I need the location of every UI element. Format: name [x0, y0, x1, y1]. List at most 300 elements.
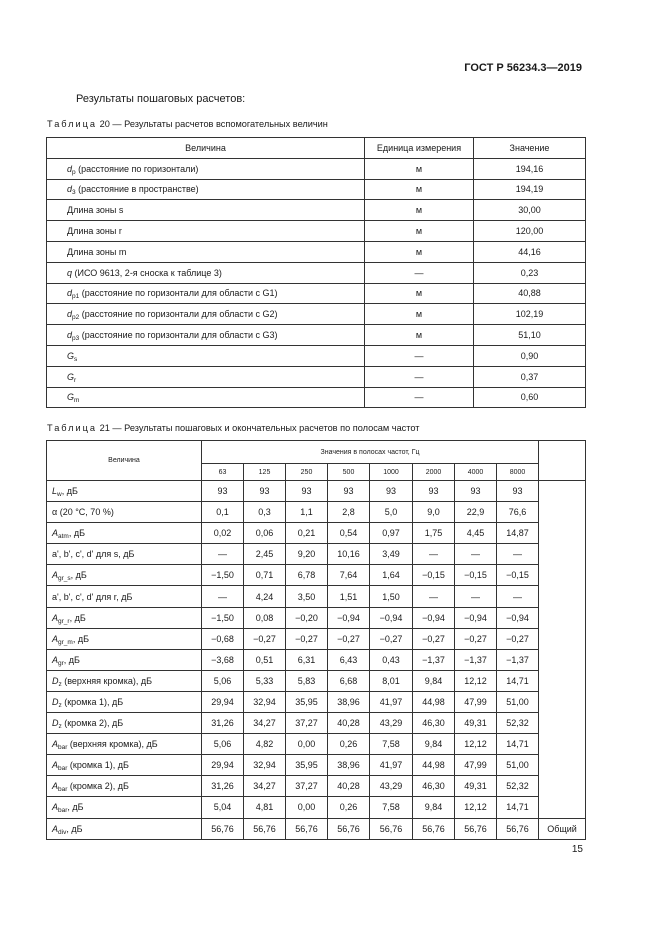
table21-quantity-cell: [47, 607, 202, 628]
table21-value-cell: 4,24: [244, 586, 286, 607]
table21-row: [47, 713, 586, 734]
table20-value-cell: 44,16: [474, 241, 586, 262]
table21-value-cell: 0,43: [370, 649, 413, 670]
quantity-subscript: atm: [58, 533, 69, 541]
table21-quantity-cell: [47, 713, 202, 734]
table21-value-cell: 22,9: [455, 502, 497, 523]
table21-value-cell: 0,02: [202, 523, 244, 544]
table20-row: [47, 200, 586, 221]
table21-row: [47, 691, 586, 712]
table21-value-cell: 6,78: [286, 565, 328, 586]
quantity-symbol: A: [52, 739, 59, 750]
table20-quantity-cell: [47, 387, 365, 408]
quantity-text: , дБ: [72, 633, 89, 644]
quantity-subscript: p1: [72, 293, 80, 301]
table21-value-cell: 41,97: [370, 691, 413, 712]
table21-value-cell: −0,15: [497, 565, 539, 586]
table21-value-cell: −1,37: [413, 649, 455, 670]
quantity-text: (верхняя кромка), дБ: [61, 675, 152, 686]
table20-value-cell: 120,00: [474, 221, 586, 242]
table21-value-cell: 31,26: [202, 713, 244, 734]
table21-value-cell: 4,45: [455, 523, 497, 544]
table20-quantity-cell: [47, 325, 365, 346]
table20-unit-cell: м: [365, 241, 474, 262]
quantity-text: , дБ: [66, 823, 83, 834]
quantity-symbol: d: [67, 309, 73, 320]
table20-row: [47, 387, 586, 408]
table21-value-cell: −0,94: [413, 607, 455, 628]
table21-value-cell: 0,71: [244, 565, 286, 586]
table21-value-cell: —: [202, 544, 244, 565]
table21-value-cell: 56,76: [202, 818, 244, 839]
table20-value-cell: 0,90: [474, 345, 586, 366]
quantity-text: (кромка 1), дБ: [67, 760, 129, 771]
table21-value-cell: −0,27: [286, 628, 328, 649]
table-20: [46, 137, 586, 408]
table21-value-cell: 37,27: [286, 713, 328, 734]
table20-row: [47, 325, 586, 346]
quantity-text: (кромка 2), дБ: [61, 718, 124, 729]
table20-value-cell: 194,19: [474, 179, 586, 200]
table20-unit-cell: м: [365, 283, 474, 304]
table21-value-cell: 56,76: [455, 818, 497, 839]
table21-value-cell: 0,00: [286, 797, 328, 818]
table21-quantity-cell: [47, 818, 202, 839]
table21-value-cell: 1,64: [370, 565, 413, 586]
table21-quantity-cell: [47, 586, 202, 607]
quantity-symbol: A: [52, 760, 59, 771]
table21-freq-header: 250: [286, 464, 328, 481]
table21-value-cell: 7,58: [370, 734, 413, 755]
table21-value-cell: 93: [286, 481, 328, 502]
table21-value-cell: 46,30: [413, 776, 455, 797]
table21-value-cell: 0,26: [328, 797, 370, 818]
table21-row: [47, 523, 586, 544]
quantity-text: Длина зоны m: [67, 246, 127, 257]
table21-extra-cell: Общий: [539, 818, 586, 839]
quantity-symbol: d: [67, 288, 73, 299]
table21-value-cell: 5,33: [244, 670, 286, 691]
table20-header-value: Значение: [474, 138, 586, 159]
table20-unit-cell: —: [365, 387, 474, 408]
quantity-symbol: A: [52, 612, 59, 623]
table21-value-cell: 14,87: [497, 523, 539, 544]
table20-unit-cell: м: [365, 325, 474, 346]
table21-value-cell: —: [413, 544, 455, 565]
table21-value-cell: 49,31: [455, 776, 497, 797]
table21-value-cell: 5,06: [202, 734, 244, 755]
table21-freq-header: 2000: [413, 464, 455, 481]
quantity-text: (кромка 2), дБ: [67, 781, 129, 792]
quantity-text: (расстояние по горизонтали для области с G1): [79, 288, 278, 299]
table21-freq-header: 125: [244, 464, 286, 481]
table21-value-cell: 0,08: [244, 607, 286, 628]
quantity-symbol: A: [52, 781, 59, 792]
quantity-text: , дБ: [68, 528, 86, 539]
table21-quantity-cell: [47, 755, 202, 776]
table21-value-cell: 43,29: [370, 776, 413, 797]
quantity-symbol: L: [52, 486, 58, 497]
table21-quantity-cell: [47, 797, 202, 818]
quantity-symbol: d: [67, 163, 73, 174]
table21-header-freq-group: Значения в полосах частот, Гц: [202, 441, 539, 464]
table21-row: [47, 565, 586, 586]
table21-value-cell: 93: [455, 481, 497, 502]
table20-quantity-cell: [47, 366, 365, 387]
table21-extra-cell-merged: [539, 481, 586, 819]
quantity-text: (расстояние по горизонтали): [75, 163, 199, 174]
quantity-text: , дБ: [70, 570, 87, 581]
table21-value-cell: 9,20: [286, 544, 328, 565]
table21-value-cell: 31,26: [202, 776, 244, 797]
table20-unit-cell: м: [365, 304, 474, 325]
table20-row: [47, 241, 586, 262]
quantity-text: α (20 °С, 70 %): [52, 507, 114, 518]
table20-caption-text: 20 — Результаты расчетов вспомогательных величин: [99, 119, 328, 129]
table21-value-cell: 10,16: [328, 544, 370, 565]
table21-value-cell: 12,12: [455, 797, 497, 818]
table21-value-cell: −0,94: [497, 607, 539, 628]
table20-unit-cell: —: [365, 262, 474, 283]
table21-value-cell: 93: [497, 481, 539, 502]
table21-value-cell: 5,83: [286, 670, 328, 691]
table21-value-cell: 56,76: [328, 818, 370, 839]
page-number: 15: [571, 844, 583, 855]
table21-row: [47, 607, 586, 628]
table21-freq-header: 1000: [370, 464, 413, 481]
table21-value-cell: 0,1: [202, 502, 244, 523]
table21-quantity-cell: [47, 565, 202, 586]
table21-freq-header: 4000: [455, 464, 497, 481]
table21-body: [47, 481, 586, 840]
quantity-subscript: div: [58, 828, 67, 836]
table21-header: [47, 441, 586, 481]
quantity-text: (кромка 1), дБ: [61, 696, 124, 707]
table21-caption: [47, 423, 420, 433]
table21-value-cell: —: [413, 586, 455, 607]
table21-row: [47, 649, 586, 670]
table21-value-cell: 44,98: [413, 755, 455, 776]
table21-value-cell: 14,71: [497, 670, 539, 691]
table21-value-cell: 93: [328, 481, 370, 502]
quantity-subscript: gr_r: [58, 617, 70, 625]
table21-value-cell: —: [497, 586, 539, 607]
table21-value-cell: −0,27: [244, 628, 286, 649]
table20-quantity-cell: [47, 345, 365, 366]
quantity-text: (расстояние по горизонтали для области с G3): [79, 330, 278, 341]
table20-quantity-cell: [47, 304, 365, 325]
quantity-text: , дБ: [61, 486, 78, 497]
table21-value-cell: −3,68: [202, 649, 244, 670]
table21-value-cell: −0,27: [455, 628, 497, 649]
table21-value-cell: 56,76: [244, 818, 286, 839]
table21-value-cell: 9,84: [413, 797, 455, 818]
table20-row: [47, 304, 586, 325]
table20-unit-cell: м: [365, 158, 474, 179]
table21-value-cell: 51,00: [497, 755, 539, 776]
table21-row: [47, 586, 586, 607]
table21-value-cell: 38,96: [328, 755, 370, 776]
quantity-symbol: A: [52, 654, 59, 665]
table21-value-cell: 49,31: [455, 713, 497, 734]
table21-value-cell: 56,76: [286, 818, 328, 839]
table21-value-cell: −0,68: [202, 628, 244, 649]
quantity-symbol: d: [67, 330, 73, 341]
table20-quantity-cell: [47, 221, 365, 242]
table21-value-cell: 41,97: [370, 755, 413, 776]
table21-value-cell: 93: [370, 481, 413, 502]
intro-text: Результаты пошаговых расчетов:: [76, 93, 246, 105]
quantity-text: Длина зоны r: [67, 226, 122, 237]
table21-header-row-1: [47, 441, 586, 464]
table21-value-cell: 0,97: [370, 523, 413, 544]
quantity-subscript: z: [58, 680, 62, 688]
table21-row: [47, 797, 586, 818]
table21-value-cell: 0,21: [286, 523, 328, 544]
table20-value-cell: 0,37: [474, 366, 586, 387]
table21-value-cell: 9,84: [413, 670, 455, 691]
quantity-subscript: r: [74, 376, 77, 384]
table21-quantity-cell: [47, 481, 202, 502]
table21-row: [47, 628, 586, 649]
table21-value-cell: 0,26: [328, 734, 370, 755]
table21-value-cell: 12,12: [455, 734, 497, 755]
table21-value-cell: 1,1: [286, 502, 328, 523]
quantity-subscript: w: [57, 491, 62, 499]
table20-header-unit: Единица измерения: [365, 138, 474, 159]
table21-value-cell: 56,76: [413, 818, 455, 839]
table21-value-cell: 0,51: [244, 649, 286, 670]
quantity-subscript: p: [72, 168, 76, 176]
table21-value-cell: 51,00: [497, 691, 539, 712]
table21-value-cell: 38,96: [328, 691, 370, 712]
table21-value-cell: 6,43: [328, 649, 370, 670]
table21-value-cell: 7,58: [370, 797, 413, 818]
table21-value-cell: 4,81: [244, 797, 286, 818]
table21-value-cell: 12,12: [455, 670, 497, 691]
quantity-symbol: D: [52, 675, 59, 686]
table21-value-cell: —: [497, 544, 539, 565]
table21-quantity-cell: [47, 502, 202, 523]
table21-value-cell: 0,54: [328, 523, 370, 544]
table20-row: [47, 283, 586, 304]
table21-value-cell: −0,27: [497, 628, 539, 649]
table21-quantity-cell: [47, 523, 202, 544]
table20-quantity-cell: [47, 200, 365, 221]
table21-value-cell: 40,28: [328, 776, 370, 797]
quantity-subscript: p3: [72, 335, 80, 343]
quantity-subscript: gr_m: [58, 638, 73, 646]
table20-value-cell: 0,60: [474, 387, 586, 408]
table21-value-cell: −0,94: [328, 607, 370, 628]
table21-value-cell: 1,51: [328, 586, 370, 607]
table20-unit-cell: м: [365, 200, 474, 221]
table21-value-cell: 14,71: [497, 797, 539, 818]
table21-value-cell: 93: [413, 481, 455, 502]
table21-value-cell: 43,29: [370, 713, 413, 734]
table21-header-extra: [539, 441, 586, 481]
table21-value-cell: 44,98: [413, 691, 455, 712]
table21-value-cell: 56,76: [497, 818, 539, 839]
table21-value-cell: 6,31: [286, 649, 328, 670]
table21-value-cell: −0,27: [370, 628, 413, 649]
table21-value-cell: 7,64: [328, 565, 370, 586]
table21-value-cell: 2,45: [244, 544, 286, 565]
table21-quantity-cell: [47, 776, 202, 797]
table21-quantity-cell: [47, 628, 202, 649]
quantity-symbol: d: [67, 184, 73, 195]
quantity-symbol: A: [52, 802, 59, 813]
table21-value-cell: 76,6: [497, 502, 539, 523]
table21-value-cell: −0,15: [455, 565, 497, 586]
table20-row: [47, 366, 586, 387]
table20-unit-cell: м: [365, 221, 474, 242]
table20-unit-cell: —: [365, 345, 474, 366]
quantity-subscript: m: [74, 397, 80, 405]
table21-freq-header: 500: [328, 464, 370, 481]
table21-value-cell: −0,15: [413, 565, 455, 586]
quantity-subscript: 3: [72, 189, 76, 197]
table21-value-cell: 52,32: [497, 713, 539, 734]
table21-value-cell: 35,95: [286, 691, 328, 712]
quantity-text: a', b', c', d' для r, дБ: [52, 591, 133, 602]
quantity-text: , дБ: [67, 802, 84, 813]
table21-value-cell: 0,3: [244, 502, 286, 523]
quantity-symbol: G: [67, 371, 75, 382]
table21-value-cell: 2,8: [328, 502, 370, 523]
table21-freq-header: 8000: [497, 464, 539, 481]
quantity-symbol: G: [67, 392, 75, 403]
table21-value-cell: 9,0: [413, 502, 455, 523]
table21-value-cell: 32,94: [244, 691, 286, 712]
table20-quantity-cell: [47, 158, 365, 179]
table21-value-cell: 37,27: [286, 776, 328, 797]
table21-value-cell: −1,37: [497, 649, 539, 670]
quantity-subscript: z: [58, 701, 62, 709]
table21-value-cell: 29,94: [202, 691, 244, 712]
table21-value-cell: 5,0: [370, 502, 413, 523]
quantity-text: a', b', c', d' для s, дБ: [52, 549, 135, 560]
standard-designation: ГОСТ Р 56234.3—2019: [464, 62, 582, 74]
table21-value-cell: 32,94: [244, 755, 286, 776]
table20-value-cell: 40,88: [474, 283, 586, 304]
quantity-subscript: gr: [58, 659, 64, 667]
quantity-subscript: z: [58, 723, 62, 731]
table21-row: [47, 544, 586, 565]
table21-value-cell: 1,50: [370, 586, 413, 607]
table20-row: [47, 262, 586, 283]
table20-value-cell: 51,10: [474, 325, 586, 346]
table21-row: [47, 670, 586, 691]
quantity-symbol: G: [67, 350, 75, 361]
table20-quantity-cell: [47, 283, 365, 304]
quantity-text: (расстояние в пространстве): [75, 184, 199, 195]
table20-quantity-cell: [47, 262, 365, 283]
quantity-subscript: p2: [72, 314, 80, 322]
table20-quantity-cell: [47, 241, 365, 262]
quantity-symbol: D: [52, 696, 59, 707]
quantity-subscript: bar: [58, 765, 68, 773]
table21-value-cell: 3,49: [370, 544, 413, 565]
table21-value-cell: 34,27: [244, 713, 286, 734]
table21-quantity-cell: [47, 544, 202, 565]
table21-value-cell: 8,01: [370, 670, 413, 691]
table21-value-cell: 1,75: [413, 523, 455, 544]
table20-unit-cell: —: [365, 366, 474, 387]
table21-value-cell: 9,84: [413, 734, 455, 755]
table21-value-cell: —: [455, 586, 497, 607]
table20-value-cell: 30,00: [474, 200, 586, 221]
quantity-symbol: A: [52, 633, 59, 644]
table21-quantity-cell: [47, 691, 202, 712]
table21-value-cell: −0,94: [455, 607, 497, 628]
quantity-text: , дБ: [63, 654, 80, 665]
quantity-text: (ИСО 9613, 2-я сноска к таблице 3): [72, 267, 222, 278]
quantity-symbol: q: [67, 267, 73, 278]
table21-value-cell: 40,28: [328, 713, 370, 734]
quantity-subscript: bar: [58, 786, 68, 794]
table21-value-cell: 29,94: [202, 755, 244, 776]
quantity-text: (расстояние по горизонтали для области с G2): [79, 309, 278, 320]
quantity-subscript: s: [74, 355, 78, 363]
quantity-subscript: bar: [58, 744, 68, 752]
table20-header-row: [47, 138, 586, 159]
table21-value-cell: −1,50: [202, 607, 244, 628]
table21-value-cell: —: [202, 586, 244, 607]
table21-value-cell: 0,06: [244, 523, 286, 544]
table20-row: [47, 345, 586, 366]
table21-value-cell: 47,99: [455, 755, 497, 776]
table21-value-cell: 52,32: [497, 776, 539, 797]
table21-value-cell: 3,50: [286, 586, 328, 607]
table21-value-cell: 46,30: [413, 713, 455, 734]
table20-row: [47, 179, 586, 200]
table21-quantity-cell: [47, 670, 202, 691]
table21-value-cell: −0,20: [286, 607, 328, 628]
table20-caption: [47, 119, 328, 129]
table21-row: [47, 734, 586, 755]
table21-row: [47, 755, 586, 776]
table21-value-cell: 47,99: [455, 691, 497, 712]
quantity-symbol: D: [52, 718, 59, 729]
table20-row: [47, 158, 586, 179]
quantity-text: , дБ: [69, 612, 86, 623]
table20-quantity-cell: [47, 179, 365, 200]
table21-value-cell: —: [455, 544, 497, 565]
table21-row: [47, 481, 586, 502]
quantity-subscript: gr_s: [58, 575, 71, 583]
table21-header-quantity: Величина: [47, 441, 202, 481]
table21-value-cell: −0,94: [370, 607, 413, 628]
quantity-symbol: A: [52, 570, 59, 581]
table21-value-cell: 93: [202, 481, 244, 502]
table21-quantity-cell: [47, 649, 202, 670]
table21-value-cell: 93: [244, 481, 286, 502]
table21-value-cell: −0,27: [413, 628, 455, 649]
table21-value-cell: 35,95: [286, 755, 328, 776]
table20-value-cell: 194,16: [474, 158, 586, 179]
table21-value-cell: 5,06: [202, 670, 244, 691]
table20-value-cell: 102,19: [474, 304, 586, 325]
table21-value-cell: −0,27: [328, 628, 370, 649]
quantity-subscript: bar: [58, 807, 68, 815]
quantity-text: (верхняя кромка), дБ: [67, 739, 158, 750]
table20-unit-cell: м: [365, 179, 474, 200]
table20-header-quantity: Величина: [47, 138, 365, 159]
table21-quantity-cell: [47, 734, 202, 755]
table21-row: [47, 502, 586, 523]
quantity-symbol: A: [52, 528, 59, 539]
